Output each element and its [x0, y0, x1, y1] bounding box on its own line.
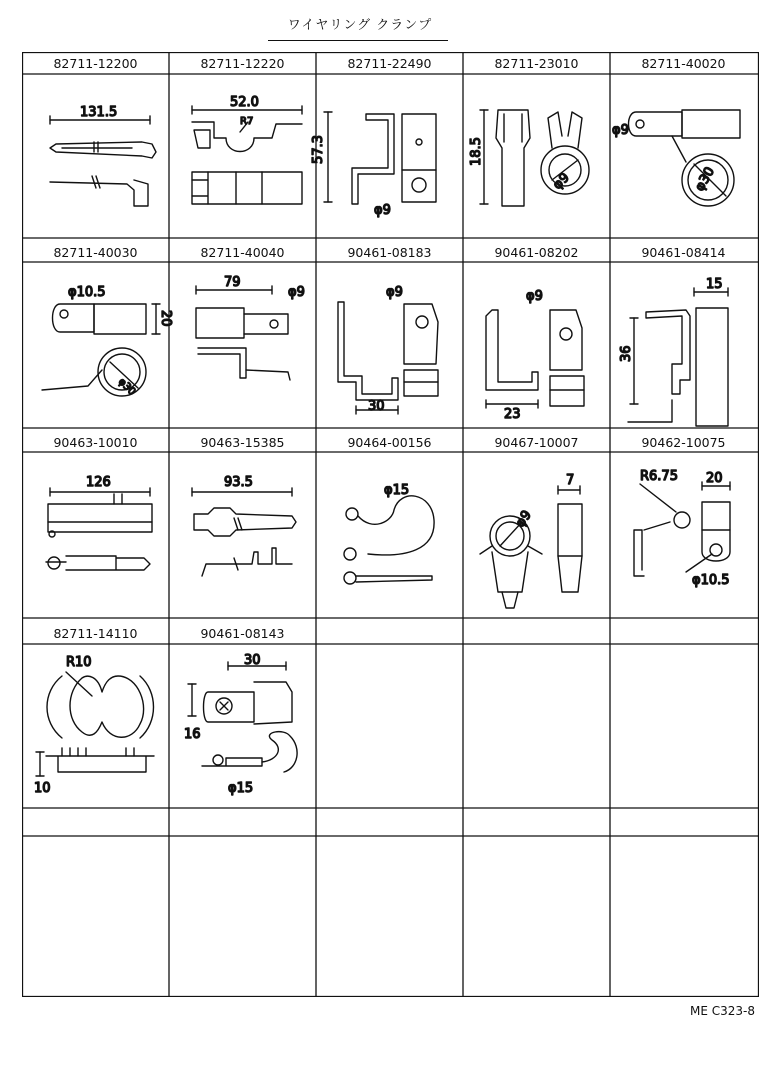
part-number: 90463-10010 — [53, 435, 138, 450]
dimension-label: 36 — [619, 345, 634, 362]
parts-table — [22, 52, 759, 997]
page-title: ワイヤリング クランプ — [287, 18, 433, 33]
dimension-label: 23 — [504, 407, 521, 422]
table-grid — [22, 52, 759, 997]
dimension-label: 15 — [706, 277, 723, 292]
dimension-label: φ9 — [550, 170, 573, 193]
dimension-label: φ9 — [612, 123, 629, 138]
part-number: 90461-08414 — [641, 245, 726, 260]
dimension-label: φ9 — [526, 289, 543, 304]
dimension-label: φ15 — [228, 781, 254, 796]
dimension-label: R7 — [240, 116, 254, 127]
part-number: 82711-12220 — [200, 56, 285, 71]
dimension-label: R6.75 — [640, 469, 678, 484]
part-number: 82711-14110 — [53, 626, 138, 641]
title-underline — [268, 40, 448, 41]
dimension-label: 30 — [368, 399, 385, 414]
dimension-label: φ9 — [288, 285, 305, 300]
dimension-label: φ15 — [384, 483, 410, 498]
dimension-label: 57.3 — [311, 135, 326, 164]
dimension-label: φ9 — [512, 507, 535, 531]
part-number: 82711-22490 — [347, 56, 432, 71]
dimension-label: 16 — [184, 727, 201, 742]
dimension-label: 131.5 — [80, 105, 118, 120]
dimension-label: φ10.5 — [692, 573, 730, 588]
dimension-label: 18.5 — [469, 137, 484, 166]
dimension-label: 10 — [34, 781, 51, 796]
part-number: 90461-08143 — [200, 626, 285, 641]
part-number: 82711-40030 — [53, 245, 138, 260]
dimension-label: φ30 — [692, 164, 719, 194]
dimension-label: φ10.5 — [68, 285, 106, 300]
dimension-label: R10 — [66, 655, 92, 670]
dimension-label: 20 — [158, 310, 173, 327]
dimension-label: 7 — [566, 473, 575, 488]
dimension-label: 126 — [86, 475, 111, 490]
dimension-label: 20 — [706, 471, 723, 486]
part-number: 82711-12200 — [53, 56, 138, 71]
part-number: 90461-08183 — [347, 245, 432, 260]
part-number: 90467-10007 — [494, 435, 579, 450]
dimension-label: 52.0 — [230, 95, 259, 110]
part-number: 82711-23010 — [494, 56, 579, 71]
part-number: 90461-08202 — [494, 245, 579, 260]
dimension-label: φ30 — [115, 376, 138, 398]
part-number: 82711-40020 — [641, 56, 726, 71]
dimension-label: 93.5 — [224, 475, 253, 490]
dimension-label: φ9 — [386, 285, 403, 300]
part-number: 90462-10075 — [641, 435, 726, 450]
part-number: 90463-15385 — [200, 435, 285, 450]
dimension-label: 30 — [244, 653, 261, 668]
dimension-label: 79 — [224, 275, 241, 290]
part-number: 90464-00156 — [347, 435, 432, 450]
part-number: 82711-40040 — [200, 245, 285, 260]
drawing-code: ME C323-8 — [690, 1004, 755, 1018]
dimension-label: φ9 — [374, 203, 391, 218]
